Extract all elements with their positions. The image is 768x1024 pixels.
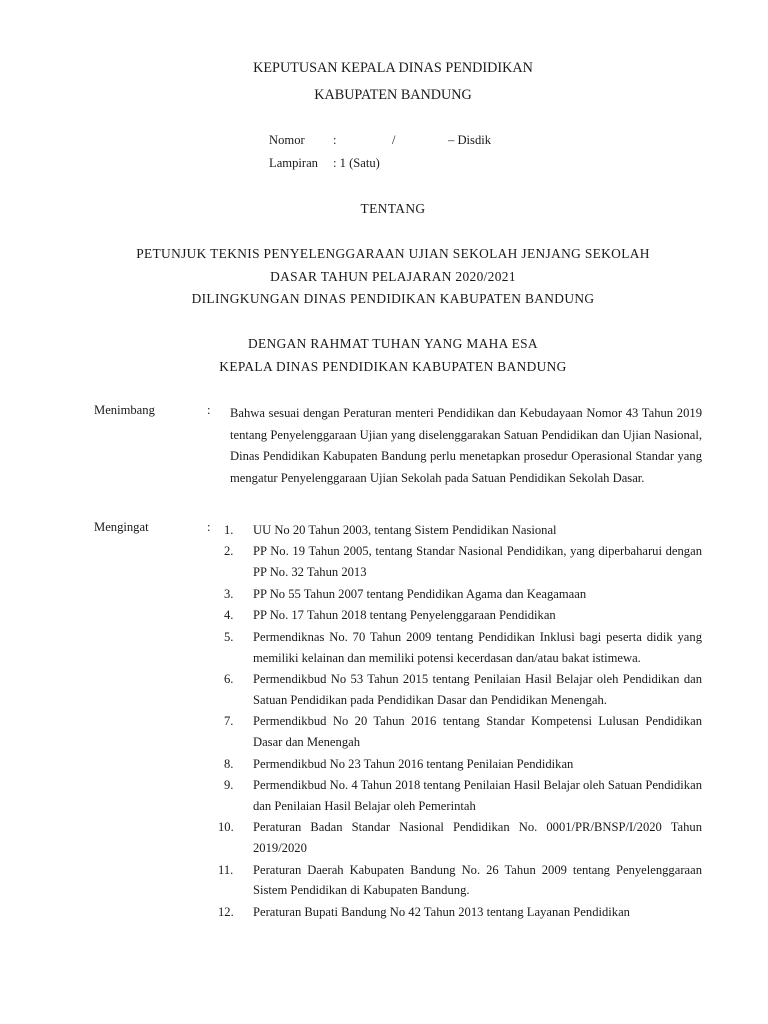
list-item-number: 12. [218,904,234,919]
invocation-line: DENGAN RAHMAT TUHAN YANG MAHA ESA [248,336,538,351]
list-item [224,711,702,753]
list-item-number: 4. [224,608,234,623]
menimbang-label: Menimbang [94,403,155,417]
list-item-text: Permendikbud No 53 Tahun 2015 tentang Penilaian Hasil Belajar oleh Pendidikan dan Satuan Pendidikan pada Pendidikan Dasar dan Pendidikan Menengah. [253,672,702,707]
list-item-text: Permendiknas No. 70 Tahun 2009 tentang Pendidikan Inklusi bagi peserta didik yang memiliki kelainan dan memiliki potensi kecerdasan dan/atau bakat istimewa. [253,629,702,665]
list-item [224,669,702,711]
nomor-suffix: – Disdik [448,133,492,147]
list-item [224,605,702,626]
list-item-text: Permendikbud No 20 Tahun 2016 tentang Standar Kompetensi Lulusan Pendidikan Dasar dan Menengah [253,714,702,750]
mengingat-list [218,520,702,923]
list-item-number: 8. [224,756,234,771]
lampiran-label: Lampiran [269,156,318,170]
list-item [218,860,702,902]
list-item-text: PP No. 19 Tahun 2005, tentang Standar Nasional Pendidikan, yang diperbaharui dengan PP No. 32 Tahun 2013 [253,544,702,580]
tentang-heading: TENTANG [360,201,426,216]
list-item-number: 2. [224,544,234,559]
list-item-text: Permendikbud No 23 Tahun 2016 tentang Penilaian Pendidikan [253,756,574,771]
list-item [224,627,702,669]
list-item-number: 3. [224,586,234,601]
list-item-text: Permendikbud No. 4 Tahun 2018 tentang Penilaian Hasil Belajar oleh Satuan Pendidikan dan Penilaian Hasil Belajar oleh Pemerintah [253,778,702,813]
menimbang-colon: : [207,403,211,417]
nomor-row [269,133,491,148]
list-item-number: 7. [224,714,234,729]
list-item-number: 5. [224,629,234,644]
subject-line1: PETUNJUK TEKNIS PENYELENGGARAAN UJIAN SEKOLAH JENJANG SEKOLAH [136,246,650,261]
list-item-text: PP No. 17 Tahun 2018 tentang Penyelenggaraan Pendidikan [253,608,556,623]
menimbang-text: Bahwa sesuai dengan Peraturan menteri Pendidikan dan Kebudayaan Nomor 43 Tahun 2019 tentang Penyelenggaraan Ujian yang diselenggarakan Satuan Pendidikan dan Ujian Nasional, Dinas Pendidikan Kabupaten Bandung perlu menetapkan prosedur Operasional Standar yang mengatur Penyelenggaraan Ujian Sekolah pada Satuan Pendidikan Sekolah Dasar. [230,406,702,486]
list-item-number: 6. [224,672,234,687]
list-item-text: Peraturan Daerah Kabupaten Bandung No. 26 Tahun 2009 tentang Penyelenggaraan Sistem Pendidikan di Kabupaten Bandung. [253,862,702,898]
list-item [224,584,702,605]
mengingat-colon: : [207,520,211,534]
nomor-slash: / [392,133,396,147]
list-item [224,775,702,817]
nomor-label: Nomor [269,133,305,147]
nomor-colon: : [333,133,337,147]
document-title-line1: KEPUTUSAN KEPALA DINAS PENDIDIKAN [253,60,533,76]
list-item [218,817,702,859]
list-item [218,902,702,923]
list-item-text: UU No 20 Tahun 2003, tentang Sistem Pendidikan Nasional [253,523,557,537]
mengingat-label: Mengingat [94,520,149,534]
subject-line3: DILINGKUNGAN DINAS PENDIDIKAN KABUPATEN BANDUNG [191,291,595,306]
list-item-text: Peraturan Bupati Bandung No 42 Tahun 2013 tentang Layanan Pendidikan [253,904,630,919]
list-item [224,520,702,541]
list-item-text: Peraturan Badan Standar Nasional Pendidikan No. 0001/PR/BNSP/I/2020 Tahun 2019/2020 [253,820,702,856]
lampiran-value: : 1 (Satu) [333,156,380,170]
list-item-number: 11. [218,862,234,877]
lampiran-row [269,156,380,171]
list-item [224,754,702,775]
list-item-number: 10. [218,820,234,835]
list-item-number: 1. [224,523,234,537]
subject-line2: DASAR TAHUN PELAJARAN 2020/2021 [270,269,516,284]
document-title-line2: KABUPATEN BANDUNG [314,87,472,103]
list-item [224,541,702,583]
list-item-number: 9. [224,778,234,793]
list-item-text: PP No 55 Tahun 2007 tentang Pendidikan Agama dan Keagamaan [253,586,587,601]
issuer-line: KEPALA DINAS PENDIDIKAN KABUPATEN BANDUNG [219,359,567,374]
